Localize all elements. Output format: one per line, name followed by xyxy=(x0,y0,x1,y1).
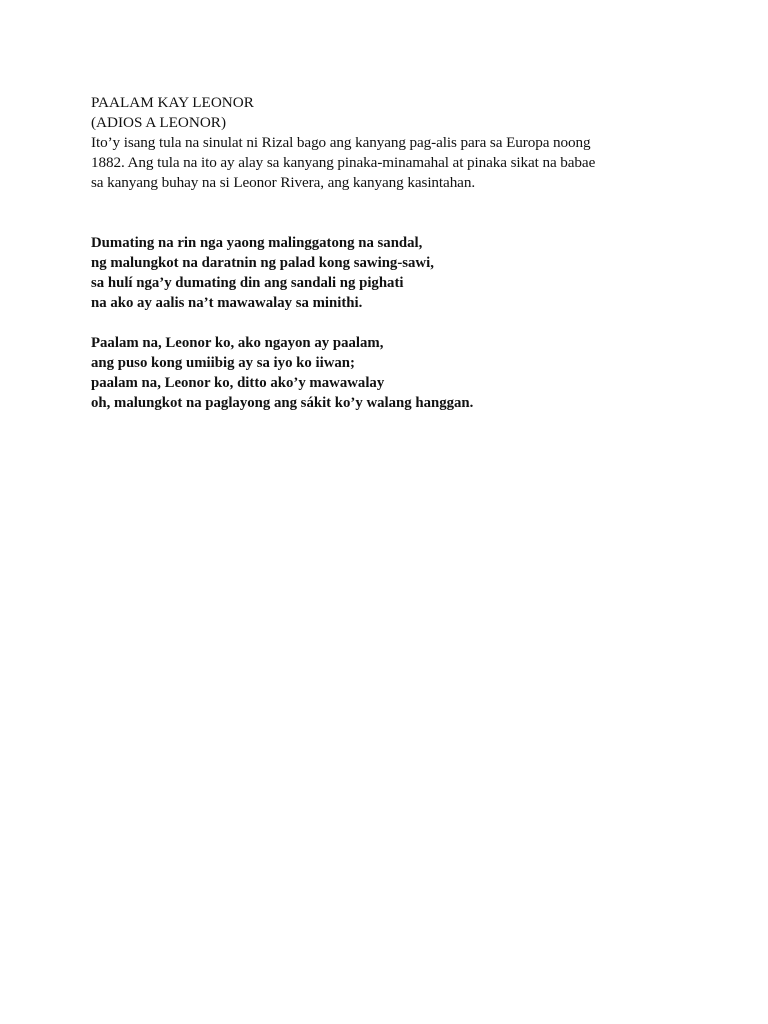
intro-line: sa kanyang buhay na si Leonor Rivera, ang kanyang kasintahan. xyxy=(91,174,476,191)
verse-line: ang puso kong umiibig ay sa iyo ko iiwan; xyxy=(91,355,355,371)
stanza-2 xyxy=(91,333,691,413)
document-body xyxy=(91,93,691,413)
poem-title: PAALAM KAY LEONOR xyxy=(91,94,254,111)
stanza-1 xyxy=(91,233,691,313)
intro-line: Ito’y isang tula na sinulat ni Rizal bago ang kanyang pag-alis para sa Europa noong xyxy=(91,134,591,151)
poem-subtitle: (ADIOS A LEONOR) xyxy=(91,114,226,131)
verse-line: sa hulí nga’y dumating din ang sandali ng pighati xyxy=(91,275,404,291)
verse-line: ng malungkot na daratnin ng palad kong sawing-sawi, xyxy=(91,255,434,271)
verse-line: Paalam na, Leonor ko, ako ngayon ay paalam, xyxy=(91,335,384,351)
verse-line: paalam na, Leonor ko, ditto ako’y mawawalay xyxy=(91,375,385,391)
poem-header xyxy=(91,93,691,133)
intro-paragraph xyxy=(91,133,691,193)
verse-line: na ako ay aalis na’t mawawalay sa minithi. xyxy=(91,295,363,311)
verse-line: Dumating na rin nga yaong malinggatong na sandal, xyxy=(91,235,423,251)
intro-line: 1882. Ang tula na ito ay alay sa kanyang pinaka-minamahal at pinaka sikat na babae xyxy=(91,154,596,171)
verse-line: oh, malungkot na paglayong ang sákit ko’y walang hanggan. xyxy=(91,395,474,411)
